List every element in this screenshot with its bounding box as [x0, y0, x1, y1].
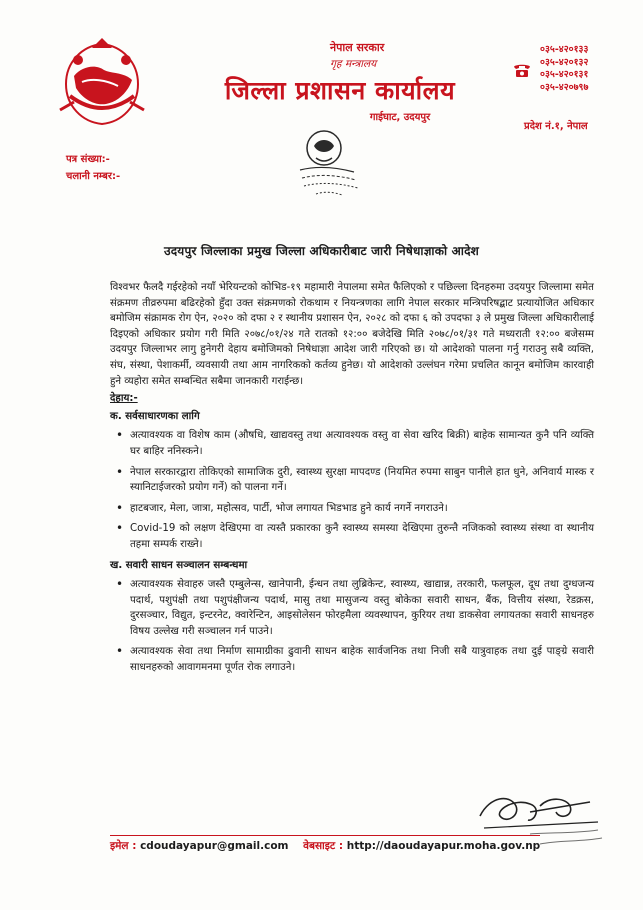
reference-labels — [66, 151, 120, 185]
section-b-list — [116, 577, 594, 676]
section-a-list — [116, 428, 594, 552]
letter-body — [110, 280, 594, 681]
dehay-heading: देहाय:- — [110, 393, 138, 405]
section-a-heading: क. सर्वसाधारणका लागि — [110, 410, 200, 422]
list-item: • अत्यावश्यक सेवाहरु जस्तै एम्बुलेन्स, खानेपानी, ईन्धन तथा लुब्रिकेन्ट, स्वास्थ्य, खाद्यान्न, तरकारी, फलफूल, दूध तथा दुग्धजन्य पदार्थ, पशुपंक्षी तथा पशुपंक्षीजन्य पदार्थ, मासु तथा मासुजन्य वस्तु बोकेका सवारी साधन, बैंक, वित्तीय संस्था, रेडक्रस, दुरसञ्चार, विद्युत, इन्टरनेट, क्वारेन्टिन, आइसोलेसन फोरहमैला व्यवस्थापन, कुरियर तथा डाकसेवा लगायतका सवारी साधनहरु विषय उल्लेख गरी सञ्चालन गर्न पाउने। — [116, 577, 594, 639]
dispatch-number-label: चलानी नम्बर:- — [66, 171, 121, 182]
section-b-heading: ख. सवारी साधन सञ्चालन सम्बन्धमा — [110, 559, 248, 571]
list-item: • अत्यावश्यक सेवा तथा निर्माण सामाग्रीका ढुवानी साधन बाहेक सार्वजनिक तथा निजी सबै यात्रुवाहक तथा दुई पाङ्ग्रे सवारी साधनहरुको आवागमनमा पूर्णत रोक लगाउने। — [116, 644, 594, 675]
email-address[interactable]: cdoudayapur@gmail.com — [140, 840, 289, 852]
website-link[interactable]: http://daoudayapur.moha.gov.np — [346, 840, 541, 852]
footer — [110, 839, 540, 853]
phone-number: ०३५-४२०१३३ — [540, 44, 589, 55]
letterhead — [180, 40, 500, 123]
phone-number: ०३५-४२०१३१ — [540, 69, 589, 80]
government-name: नेपाल सरकार — [330, 41, 385, 54]
province-label: प्रदेश नं.१, नेपाल — [524, 121, 588, 132]
phone-number: ०३५-४२०१३२ — [540, 56, 589, 68]
ref-number-label: पत्र संख्या:- — [66, 154, 110, 165]
email-label: इमेल : — [110, 840, 137, 852]
letter-subject: उदयपुर जिल्लाका प्रमुख जिल्ला अधिकारीबाट जारी निषेधाज्ञाको आदेश — [163, 244, 480, 258]
footer-divider — [110, 835, 540, 836]
nepal-emblem-icon — [52, 36, 152, 131]
list-item: • हाटबजार, मेला, जात्रा, महोत्सव, पार्टी, भोज लगायत भिडभाड हुने कार्य नगर्ने नगराउने। — [116, 501, 594, 517]
list-item: • नेपाल सरकारद्वारा तोकिएको सामाजिक दुरी, स्वास्थ्य सुरक्षा मापदण्ड (नियमित रुपमा साबुन पानीले हात धुने, अनिवार्य मास्क र स्यानिटाईजरको प्रयोग गर्ने) को पालना गर्ने। — [116, 465, 594, 496]
office-stamp-icon — [294, 126, 364, 200]
website-label: वेबसाइट : — [303, 840, 344, 852]
list-item: • अत्यावश्यक वा विशेष काम (औषधि, खाद्यवस्तु तथा अत्यावश्यक वस्तु वा सेवा खरिद बिक्री) बाहेक सामान्यत कुनै पनि व्यक्ति घर बाहिर ननिस्कने। — [116, 428, 594, 459]
intro-paragraph: विश्वभर फैलदै गईरहेको नयाँ भेरियन्टको कोभिड-१९ महामारी नेपालमा समेत फैलिएको र पछिल्ला दिनहरुमा उदयपुर जिल्लामा समेत संक्रमण तीव्ररुपमा बढिरहेको हुँदा उक्त संक्रमणको रोकथाम र नियन्त्रणका लागि नेपाल सरकार मन्त्रिपरिषद्बाट प्रत्यायोजित अधिकार बमोजिम संक्रामक रोग ऐन, २०२० को दफा २ र स्थानीय प्रशासन ऐन, २०२८ को दफा ६ को उपदफा ३ ले प्रमुख जिल्ला अधिकारीलाई दिइएको अधिकार प्रयोग गरी मिति २०७८/०१/२४ गते रातको १२:०० बजेदेखि मिति २०७८/०१/३१ गते मध्यराती १२:०० बजेसम्म उदयपुर जिल्लाभर लागु हुनेगरी देहाय बमोजिमको निषेधाज्ञा आदेश जारी गरिएको छ। यो आदेशको पालना गर्नु गराउनु सबै व्यक्ति, संघ, संस्था, पेशाकर्मी, व्यवसायी तथा आम नागरिकको कर्तव्य हुनेछ। यो आदेशको उल्लंघन गरेमा प्रचलित कानून बमोजिम कारवाही हुने व्यहोरा समेत सम्बन्धित सबैमा जानकारी गराईन्छ। — [110, 282, 594, 387]
phone-number: ०३५-४२०७९७ — [540, 81, 589, 93]
office-address: गाईघाट, उदयपुर — [369, 112, 431, 123]
office-name: जिल्ला प्रशासन कार्यालय — [224, 76, 456, 105]
ministry-name: गृह मन्त्रालय — [330, 58, 377, 70]
phone-numbers — [540, 44, 588, 94]
telephone-icon — [512, 62, 532, 78]
list-item: • Covid-19 को लक्षण देखिएमा वा त्यस्तै प्रकारका कुनै स्वास्थ्य समस्या देखिएमा तुरुन्तै नजिकको स्वास्थ्य संस्था वा स्थानीय तहमा सम्पर्क राख्ने। — [116, 521, 594, 552]
